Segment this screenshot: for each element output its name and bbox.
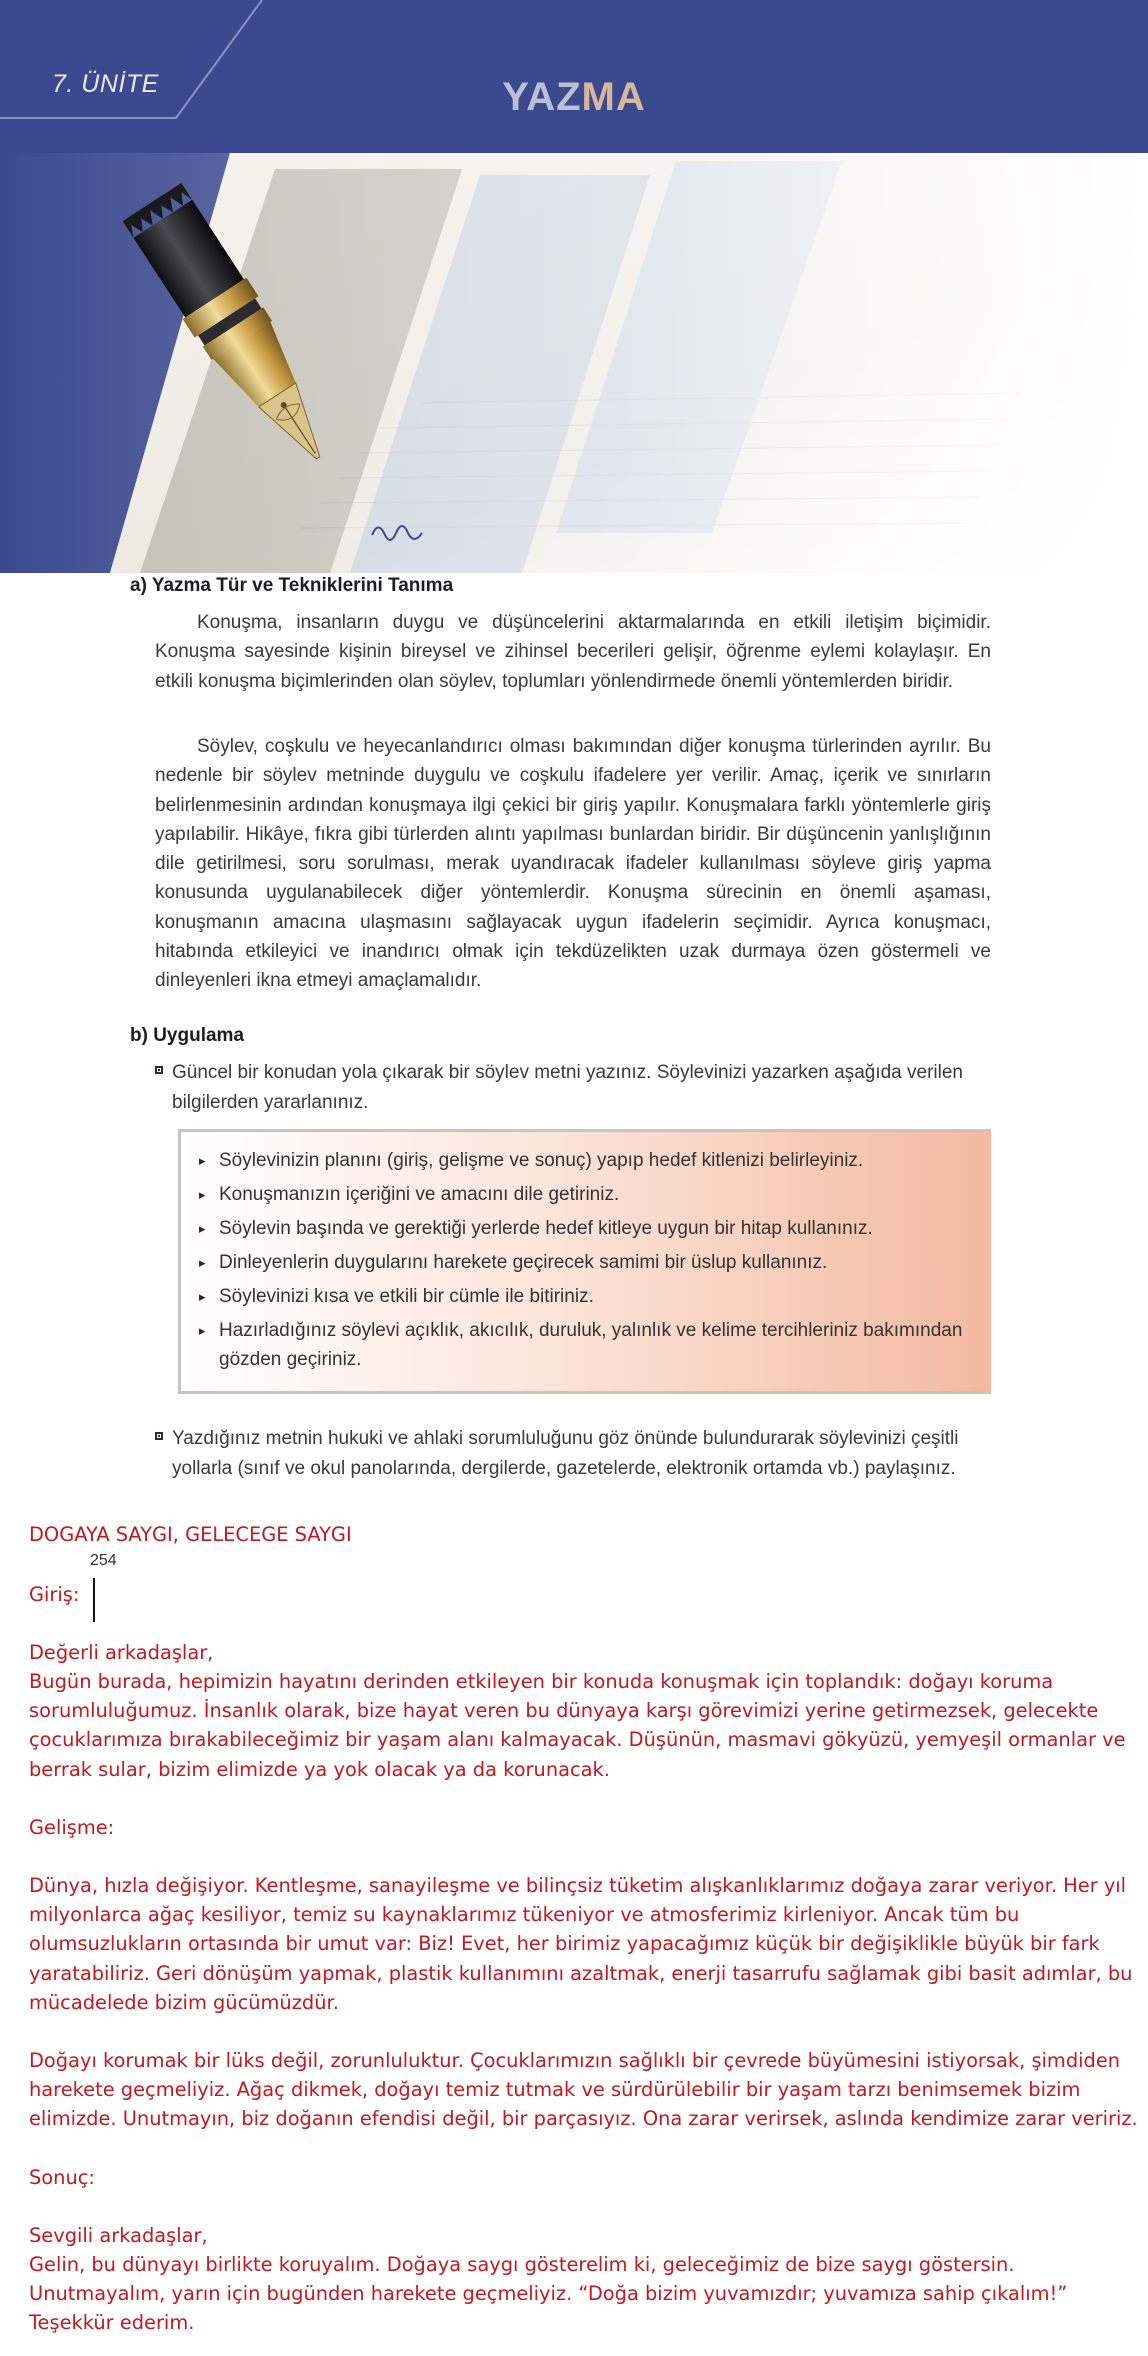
task-item-2-text: Yazdığınız metnin hukuki ve ahlaki sorumluluğunu göz önünde bulundurarak söylevinizi çeşitli yollarla (sınıf ve okul panolarında, dergilerde, gazetelerde, elektronik ortamda vb.) paylaşınız. xyxy=(172,1428,959,1479)
arrow-bullet-icon: ▸ xyxy=(199,1153,206,1168)
tip-item xyxy=(199,1282,979,1311)
hero-illustration xyxy=(0,153,1148,573)
speech-conclusion-label: Sonuç: xyxy=(29,2166,95,2189)
tip-item xyxy=(199,1146,979,1175)
tip-text: Konuşmanızın içeriğini ve amacını dile getiriniz. xyxy=(219,1184,620,1205)
tip-item xyxy=(199,1214,979,1243)
tip-text: Söylevinizin planını (giriş, gelişme ve sonuç) yapıp hedef kitlenizi belirleyiniz. xyxy=(219,1150,864,1171)
task-item-2 xyxy=(155,1424,991,1483)
tip-item xyxy=(199,1180,979,1209)
tips-list xyxy=(199,1146,979,1379)
arrow-bullet-icon: ▸ xyxy=(199,1187,206,1202)
arrow-bullet-icon: ▸ xyxy=(199,1323,206,1338)
section-a-heading: a) Yazma Tür ve Tekniklerini Tanıma xyxy=(130,575,454,596)
speech-intro-text: Bugün burada, hepimizin hayatını derinden etkileyen bir konuda konuşmak için toplandık: doğayı koruma sorumluluğumuz. İnsanlık olarak, bize hayat veren bu dünyaya karşı görevimizi yerine getirmezsek, gelecekte çocuklarımıza bırakabileceğimiz bir yaşam alanı kalmayacak. Düşünün, masmavi gökyüzü, yemyeşil ormanlar ve berrak sular, bizim elimizde ya yok olacak ya da korunacak. xyxy=(29,1670,1126,1781)
section-a-paragraph-2: Söylev, coşkulu ve heyecanlandırıcı olması bakımından diğer konuşma türlerinden ayrılır. Bu nedenle bir söylev metninde duygulu ve coşkulu ifadelere yer verilir. Amaç, içerik ve sınırların belirlenmesinin ardından konuşmaya ilgi çekici bir giriş yapılır. Konuşmalara farklı yöntemlerle giriş yapılabilir. Hikâye, fıkra gibi türlerden alıntı yapılması bunlardan biridir. Bir düşüncenin yanlışlığının dile getirilmesi, soru sorulması, merak uyandıracak ifadeler kullanılması söyleve giriş yapma konusunda uygulanabilecek diğer yöntemlerdir. Konuşma sürecinin en önemli aşaması, konuşmanın amacına ulaşmasını sağlayacak uygun ifadelerin seçimidir. Ayrıca konuşmacı, hitabında etkileyici ve inandırıcı olmak için tekdüzelikten uzak durmaya özen göstermeli ve dinleyenleri ikna etmeyi amaçlamalıdır. xyxy=(155,736,991,992)
tip-item xyxy=(199,1248,979,1277)
speech-greeting: Değerli arkadaşlar, xyxy=(29,1641,214,1664)
arrow-bullet-icon: ▸ xyxy=(199,1221,206,1236)
arrow-bullet-icon: ▸ xyxy=(199,1289,206,1304)
tip-text: Dinleyenlerin duygularını harekete geçirecek samimi bir üslup kullanınız. xyxy=(219,1252,828,1273)
section-b-heading: b) Uygulama xyxy=(130,1025,245,1046)
speech-body-text-1: Dünya, hızla değişiyor. Kentleşme, sanayileşme ve bilinçsiz tüketim alışkanlıklarımız doğaya zarar veriyor. Her yıl milyonlarca ağaç kesiliyor, temiz su kaynaklarımız tükeniyor ve atmosferimiz kirleniyor. Ancak tüm bu olumsuzlukların ortasında bir umut var: Biz! Evet, her birimiz yapacağımız küçük bir değişiklikle büyük bir fark yaratabiliriz. Geri dönüşüm yapmak, plastik kullanımını azaltmak, enerji tasarrufu sağlamak gibi basit adımlar, bu mücadelede bizim gücümüzdür. xyxy=(29,1874,1133,2014)
text-cursor[interactable] xyxy=(93,1578,95,1622)
task-item-1-text: Güncel bir konudan yola çıkarak bir söylev metni yazınız. Söylevinizi yazarken aşağıda verilen bilgilerden yararlanınız. xyxy=(172,1062,963,1113)
tip-text: Söylevin başında ve gerektiği yerlerde hedef kitleye uygun bir hitap kullanınız. xyxy=(219,1218,873,1239)
square-bullet-icon xyxy=(155,1066,163,1074)
speech-title: DOGAYA SAYGI, GELECEGE SAYGI xyxy=(29,1523,352,1546)
tip-text: Hazırladığınız söylevi açıklık, akıcılık, duruluk, yalınlık ve kelime tercihleriniz bakımından gözden geçiriniz. xyxy=(219,1320,963,1370)
page-title-main: YAZ xyxy=(502,75,582,119)
page-number: 254 xyxy=(90,1552,117,1569)
unit-label: 7. ÜNİTE xyxy=(52,70,159,98)
tip-item xyxy=(199,1316,979,1374)
speech-intro-label: Giriş: xyxy=(29,1583,80,1606)
tips-box xyxy=(178,1129,991,1394)
speech-body-label: Gelişme: xyxy=(29,1816,115,1839)
task-item-1 xyxy=(155,1058,991,1117)
speech-closing-text: Gelin, bu dünyayı birlikte koruyalım. Doğaya saygı gösterelim ki, geleceğimiz de bize saygı göstersin. Unutmayalım, yarın için bugünden harekete geçmeliyiz. “Doğa bizim yuvamızdır; yuvamıza sahip çıkalım!” Teşekkür ederim. xyxy=(29,2253,1068,2335)
speech-closing-greeting: Sevgili arkadaşlar, xyxy=(29,2224,208,2247)
page-title xyxy=(0,75,1148,120)
tip-text: Söylevinizi kısa ve etkili bir cümle ile bitiriniz. xyxy=(219,1286,594,1307)
square-bullet-icon xyxy=(155,1432,163,1440)
arrow-bullet-icon: ▸ xyxy=(199,1255,206,1270)
section-a-paragraph-1: Konuşma, insanların duygu ve düşüncelerini aktarmalarında en etkili iletişim biçimidir. Konuşma sayesinde kişinin bireysel ve zihinsel becerileri gelişir, öğrenme eylemi kolaylaşır. En etkili konuşma biçimlerinden olan söylev, toplumları yönlendirmede önemli yöntemlerden biridir. xyxy=(155,612,991,692)
page-title-accent: MA xyxy=(581,75,646,119)
speech-body-text-2: Doğayı korumak bir lüks değil, zorunluluktur. Çocuklarımızın sağlıklı bir çevrede büyümesini istiyorsak, şimdiden harekete geçmeliyiz. Ağaç dikmek, doğayı temiz tutmak ve sürdürülebilir bir yaşam tarzı benimsemek bizim elimizde. Unutmayın, biz doğanın efendisi değil, bir parçasıyız. Ona zarar verirsek, aslında kendimize zarar veririz. xyxy=(29,2049,1138,2131)
